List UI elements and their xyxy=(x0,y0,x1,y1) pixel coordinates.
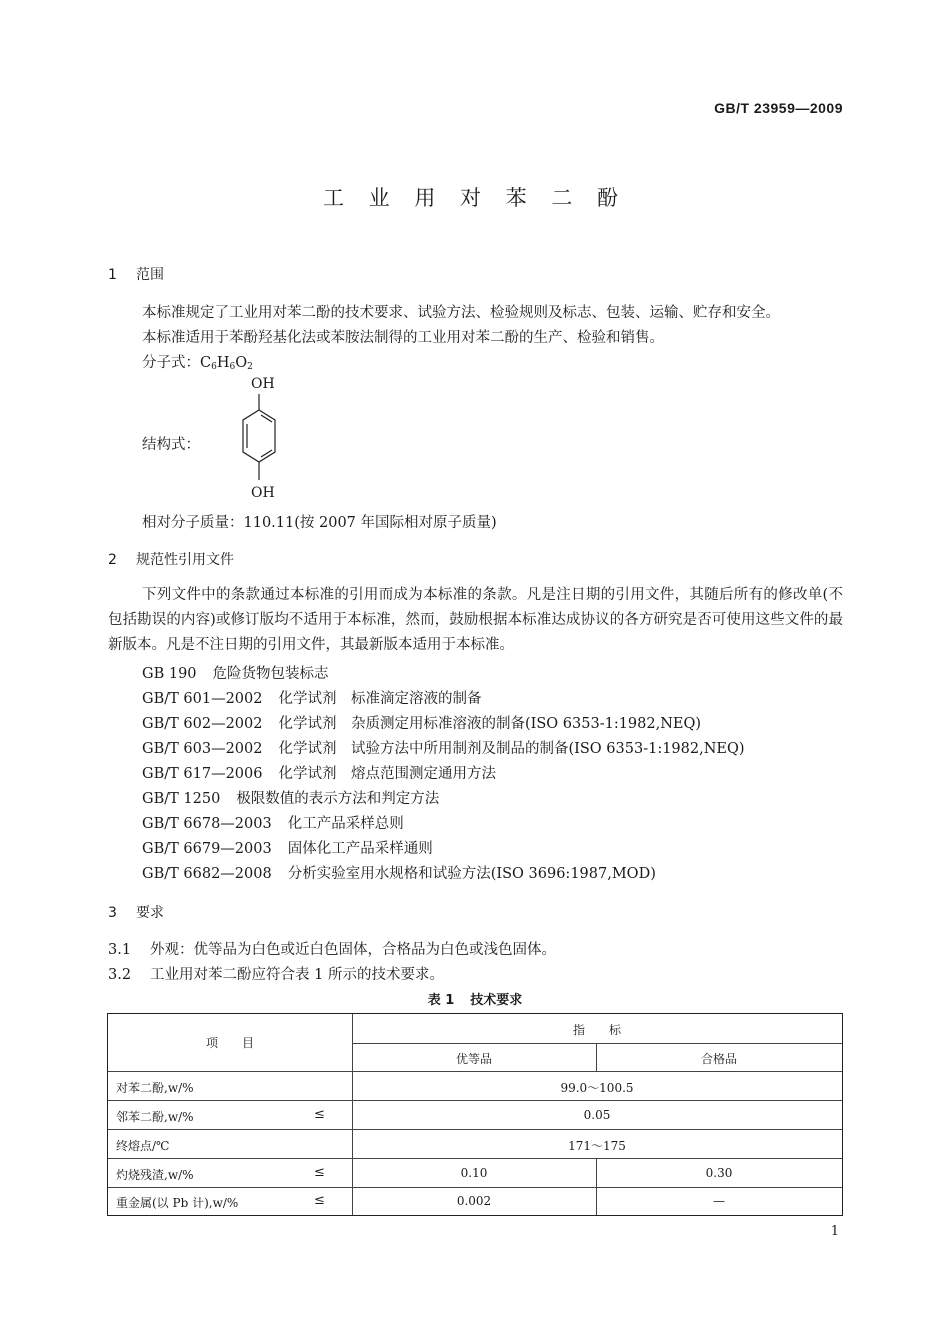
table-row-value-premium: 0.002 xyxy=(456,1194,492,1208)
table-row-item: 终熔点/℃ xyxy=(116,1139,170,1153)
section-number: 2 xyxy=(108,552,117,568)
hydroxyl-bottom-label: OH xyxy=(251,485,275,501)
formula-h-sub: 6 xyxy=(229,362,236,372)
table-row-value-premium: 0.10 xyxy=(460,1166,488,1180)
less-equal-sign: ≤ xyxy=(314,1193,325,1208)
formula-o-sub: 2 xyxy=(247,362,253,372)
table-row-value-qualified: 0.30 xyxy=(705,1166,733,1180)
formula-c: C xyxy=(200,355,212,371)
section-3-heading xyxy=(108,902,164,922)
formula-h: H xyxy=(216,355,230,371)
table-row-item: 灼烧残渣,w/% xyxy=(116,1168,194,1182)
clause-3-1: 3.1 外观：优等品为白色或近白色固体，合格品为白色或浅色固体。 xyxy=(108,942,556,958)
reference-item: GB/T 603—2002 化学试剂 试验方法中所用制剂及制品的制备(ISO 6353-1:1982,NEQ) xyxy=(142,741,745,757)
section-2-heading xyxy=(108,549,234,569)
table-row-item: 重金属(以 Pb 计),w/% xyxy=(116,1196,239,1210)
table-header-qualified: 合格品 xyxy=(700,1052,737,1066)
relative-molecular-mass: 相对分子质量：110.11(按 2007 年国际相对原子质量) xyxy=(142,515,497,531)
section-title: 范围 xyxy=(136,267,164,283)
reference-item: GB/T 601—2002 化学试剂 标准滴定溶液的制备 xyxy=(142,691,482,707)
section-number: 3 xyxy=(108,905,117,921)
standard-number: GB/T 23959—2009 xyxy=(714,100,843,116)
less-equal-sign: ≤ xyxy=(314,1165,325,1180)
reference-item: GB/T 6679—2003 固体化工产品采样通则 xyxy=(142,841,433,857)
section-title: 规范性引用文件 xyxy=(136,552,234,568)
section-2-paragraph: 下列文件中的条款通过本标准的引用而成为本标准的条款。凡是注日期的引用文件，其随后所有的修改单(不包括勘误的内容)或修订版均不适用于本标准，然而，鼓励根据本标准达成协议的各方研究是否可使用这些文件的最新版本。凡是不注日期的引用文件，其最新版本适用于本标准。 xyxy=(108,587,843,653)
table-row-value: 99.0～100.5 xyxy=(560,1081,634,1095)
table-header-index: 指 标 xyxy=(572,1023,621,1037)
reference-item: GB/T 6682—2008 分析实验室用水规格和试验方法(ISO 3696:1987,MOD) xyxy=(142,866,656,882)
section-1-para-scope: 本标准规定了工业用对苯二酚的技术要求、试验方法、检验规则及标志、包装、运输、贮存和安全。 xyxy=(142,305,780,321)
benzene-ring-diagram xyxy=(230,392,290,488)
table-row-value-qualified: — xyxy=(713,1194,725,1208)
document-title: 工 业 用 对 苯 二 酚 xyxy=(322,186,628,210)
molecular-formula xyxy=(142,351,253,372)
section-1-heading xyxy=(108,264,164,284)
reference-item: GB/T 6678—2003 化工产品采样总则 xyxy=(142,816,404,832)
formula-o: O xyxy=(235,355,248,371)
section-1-para-application: 本标准适用于苯酚羟基化法或苯胺法制得的工业用对苯二酚的生产、检验和销售。 xyxy=(142,330,664,346)
hydroxyl-top-label: OH xyxy=(251,376,275,392)
reference-item: GB/T 617—2006 化学试剂 熔点范围测定通用方法 xyxy=(142,766,496,782)
table-row-item: 邻苯二酚,w/% xyxy=(116,1110,194,1124)
technical-requirements-table xyxy=(107,1013,843,1216)
table-header-premium: 优等品 xyxy=(455,1052,492,1066)
table-row-item: 对苯二酚,w/% xyxy=(116,1081,194,1095)
reference-item: GB 190 危险货物包装标志 xyxy=(142,666,329,682)
reference-item: GB/T 602—2002 化学试剂 杂质测定用标准溶液的制备(ISO 6353-1:1982,NEQ) xyxy=(142,716,702,732)
table-header-item: 项 目 xyxy=(205,1036,254,1050)
section-title: 要求 xyxy=(136,905,164,921)
reference-item: GB/T 1250 极限数值的表示方法和判定方法 xyxy=(142,791,440,807)
table-row-value: 171～175 xyxy=(568,1139,626,1153)
section-number: 1 xyxy=(108,267,117,283)
structure-label: 结构式： xyxy=(142,437,200,453)
formula-c-sub: 6 xyxy=(211,362,217,372)
table-row-value: 0.05 xyxy=(583,1108,611,1122)
clause-3-2: 3.2 工业用对苯二酚应符合表 1 所示的技术要求。 xyxy=(108,967,444,983)
less-equal-sign: ≤ xyxy=(314,1107,325,1122)
formula-label: 分子式： xyxy=(142,355,200,371)
page-number: 1 xyxy=(830,1224,839,1239)
table-caption: 表 1 技术要求 xyxy=(427,993,523,1008)
